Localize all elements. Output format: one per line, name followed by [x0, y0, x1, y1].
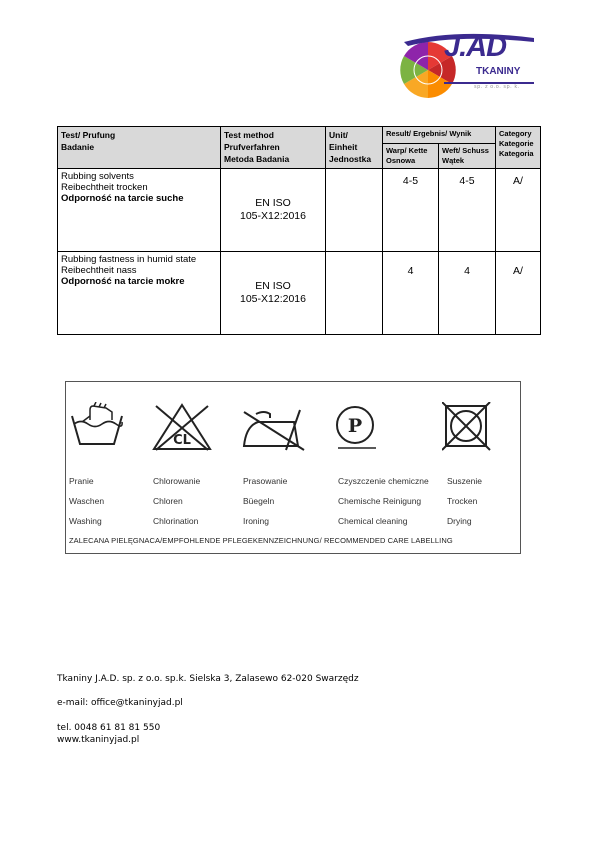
care-label-de: Chloren: [153, 496, 183, 506]
table-row: [58, 169, 541, 252]
header-unit: [326, 127, 383, 169]
method-line1: EN ISO: [255, 280, 291, 292]
method-line1: EN ISO: [255, 197, 291, 209]
care-label-pl: Chlorowanie: [153, 476, 201, 486]
weft-cell: 4: [439, 252, 496, 335]
header-warp: [383, 144, 439, 169]
header-method-line3: Metoda Badania: [224, 154, 290, 164]
header-category-line1: Category: [499, 129, 532, 138]
test-name-en: Rubbing fastness in humid state: [61, 254, 197, 265]
p-text: P: [347, 415, 363, 437]
method-line2: 105-X12:2016: [240, 210, 306, 222]
care-label-de: Trocken: [447, 496, 478, 506]
header-method: [221, 127, 326, 169]
table-header-row: [58, 127, 541, 144]
test-name-de: Reibechtheit nass: [61, 265, 137, 276]
test-name-en: Rubbing solvents: [61, 171, 134, 182]
care-label-pl: Prasowanie: [243, 476, 288, 486]
header-unit-line3: Jednostka: [329, 154, 372, 164]
cl-text: CL: [173, 433, 191, 448]
no-chlorine-bleach-icon: [150, 402, 214, 452]
header-weft-line1: Weft/ Schuss: [442, 146, 489, 155]
header-result: Result/ Ergebnis/ Wynik: [383, 127, 496, 144]
category-cell: A/: [496, 169, 541, 252]
care-label-caption: ZALECANA PIELĘGNACA/EMPFOHLENDE PFLEGEKENNZEICHNUNG/ RECOMMENDED CARE LABELLING: [69, 536, 453, 545]
header-category: [496, 127, 541, 169]
care-label-de: Büegeln: [243, 496, 275, 506]
header-unit-line1: Unit/: [329, 130, 348, 140]
care-label-pl: Pranie: [69, 476, 94, 486]
warp-cell: 4-5: [383, 169, 439, 252]
header-warp-line2: Osnowa: [386, 156, 416, 165]
unit-cell: [326, 252, 383, 335]
care-label-en: Washing: [69, 516, 102, 526]
header-test: [58, 127, 221, 169]
method-line2: 105-X12:2016: [240, 293, 306, 305]
test-name-cell: [58, 169, 221, 252]
care-column-washing: [69, 471, 104, 531]
care-label-pl: Czyszczenie chemiczne: [338, 476, 429, 486]
weft-cell: 4-5: [439, 169, 496, 252]
care-label-de: Chemische Reinigung: [338, 496, 422, 506]
header-weft: [439, 144, 496, 169]
test-name-cell: [58, 252, 221, 335]
header-category-line2: Kategorie: [499, 139, 534, 148]
header-unit-line2: Einheit: [329, 142, 358, 152]
test-name-de: Reibechtheit trocken: [61, 182, 148, 193]
care-column-drying: [447, 471, 482, 531]
care-label-en: Drying: [447, 516, 472, 526]
results-table: [57, 126, 541, 335]
footer-email[interactable]: e-mail: office@tkaninyjad.pl: [57, 698, 183, 708]
header-weft-line2: Wątek: [442, 156, 465, 165]
header-method-line2: Prufverfahren: [224, 142, 280, 152]
care-label-en: Ironing: [243, 516, 269, 526]
test-name-pl: Odporność na tarcie mokre: [61, 276, 185, 287]
no-tumble-dry-icon: [442, 402, 492, 452]
header-category-line3: Kategoria: [499, 149, 534, 158]
logo-text: J.AD: [444, 31, 507, 63]
logo-tkaniny: TKANINY: [476, 66, 521, 77]
care-label-en: Chemical cleaning: [338, 516, 408, 526]
care-column-chemical-cleaning: [338, 471, 429, 531]
footer-company: Tkaniny J.A.D. sp. z o.o. sp.k. Sielska 3, Zalasewo 62-020 Swarzędz: [57, 674, 359, 684]
care-column-chlorination: [153, 471, 200, 531]
logo-subtext: sp. z o.o. sp. k.: [474, 84, 520, 90]
care-column-ironing: [243, 471, 287, 531]
unit-cell: [326, 169, 383, 252]
method-cell: [221, 252, 326, 335]
table-row: [58, 252, 541, 335]
care-label-box: [65, 381, 521, 554]
method-cell: [221, 169, 326, 252]
warp-cell: 4: [383, 252, 439, 335]
care-label-de: Waschen: [69, 496, 105, 506]
test-name-pl: Odporność na tarcie suche: [61, 193, 184, 204]
wash-by-hand-icon: [68, 402, 126, 450]
header-method-line1: Test method: [224, 130, 274, 140]
header-test-line1: Test/ Prufung: [61, 130, 116, 140]
header-warp-line1: Warp/ Kette: [386, 146, 428, 155]
dry-clean-p-icon: [334, 404, 384, 452]
no-ironing-icon: [242, 406, 306, 452]
footer-website[interactable]: www.tkaninyjad.pl: [57, 735, 140, 745]
footer-phone: tel. 0048 61 81 81 550: [57, 723, 161, 733]
header-test-line2: Badanie: [61, 142, 95, 152]
care-label-en: Chlorination: [153, 516, 199, 526]
care-label-pl: Suszenie: [447, 476, 482, 486]
category-cell: A/: [496, 252, 541, 335]
